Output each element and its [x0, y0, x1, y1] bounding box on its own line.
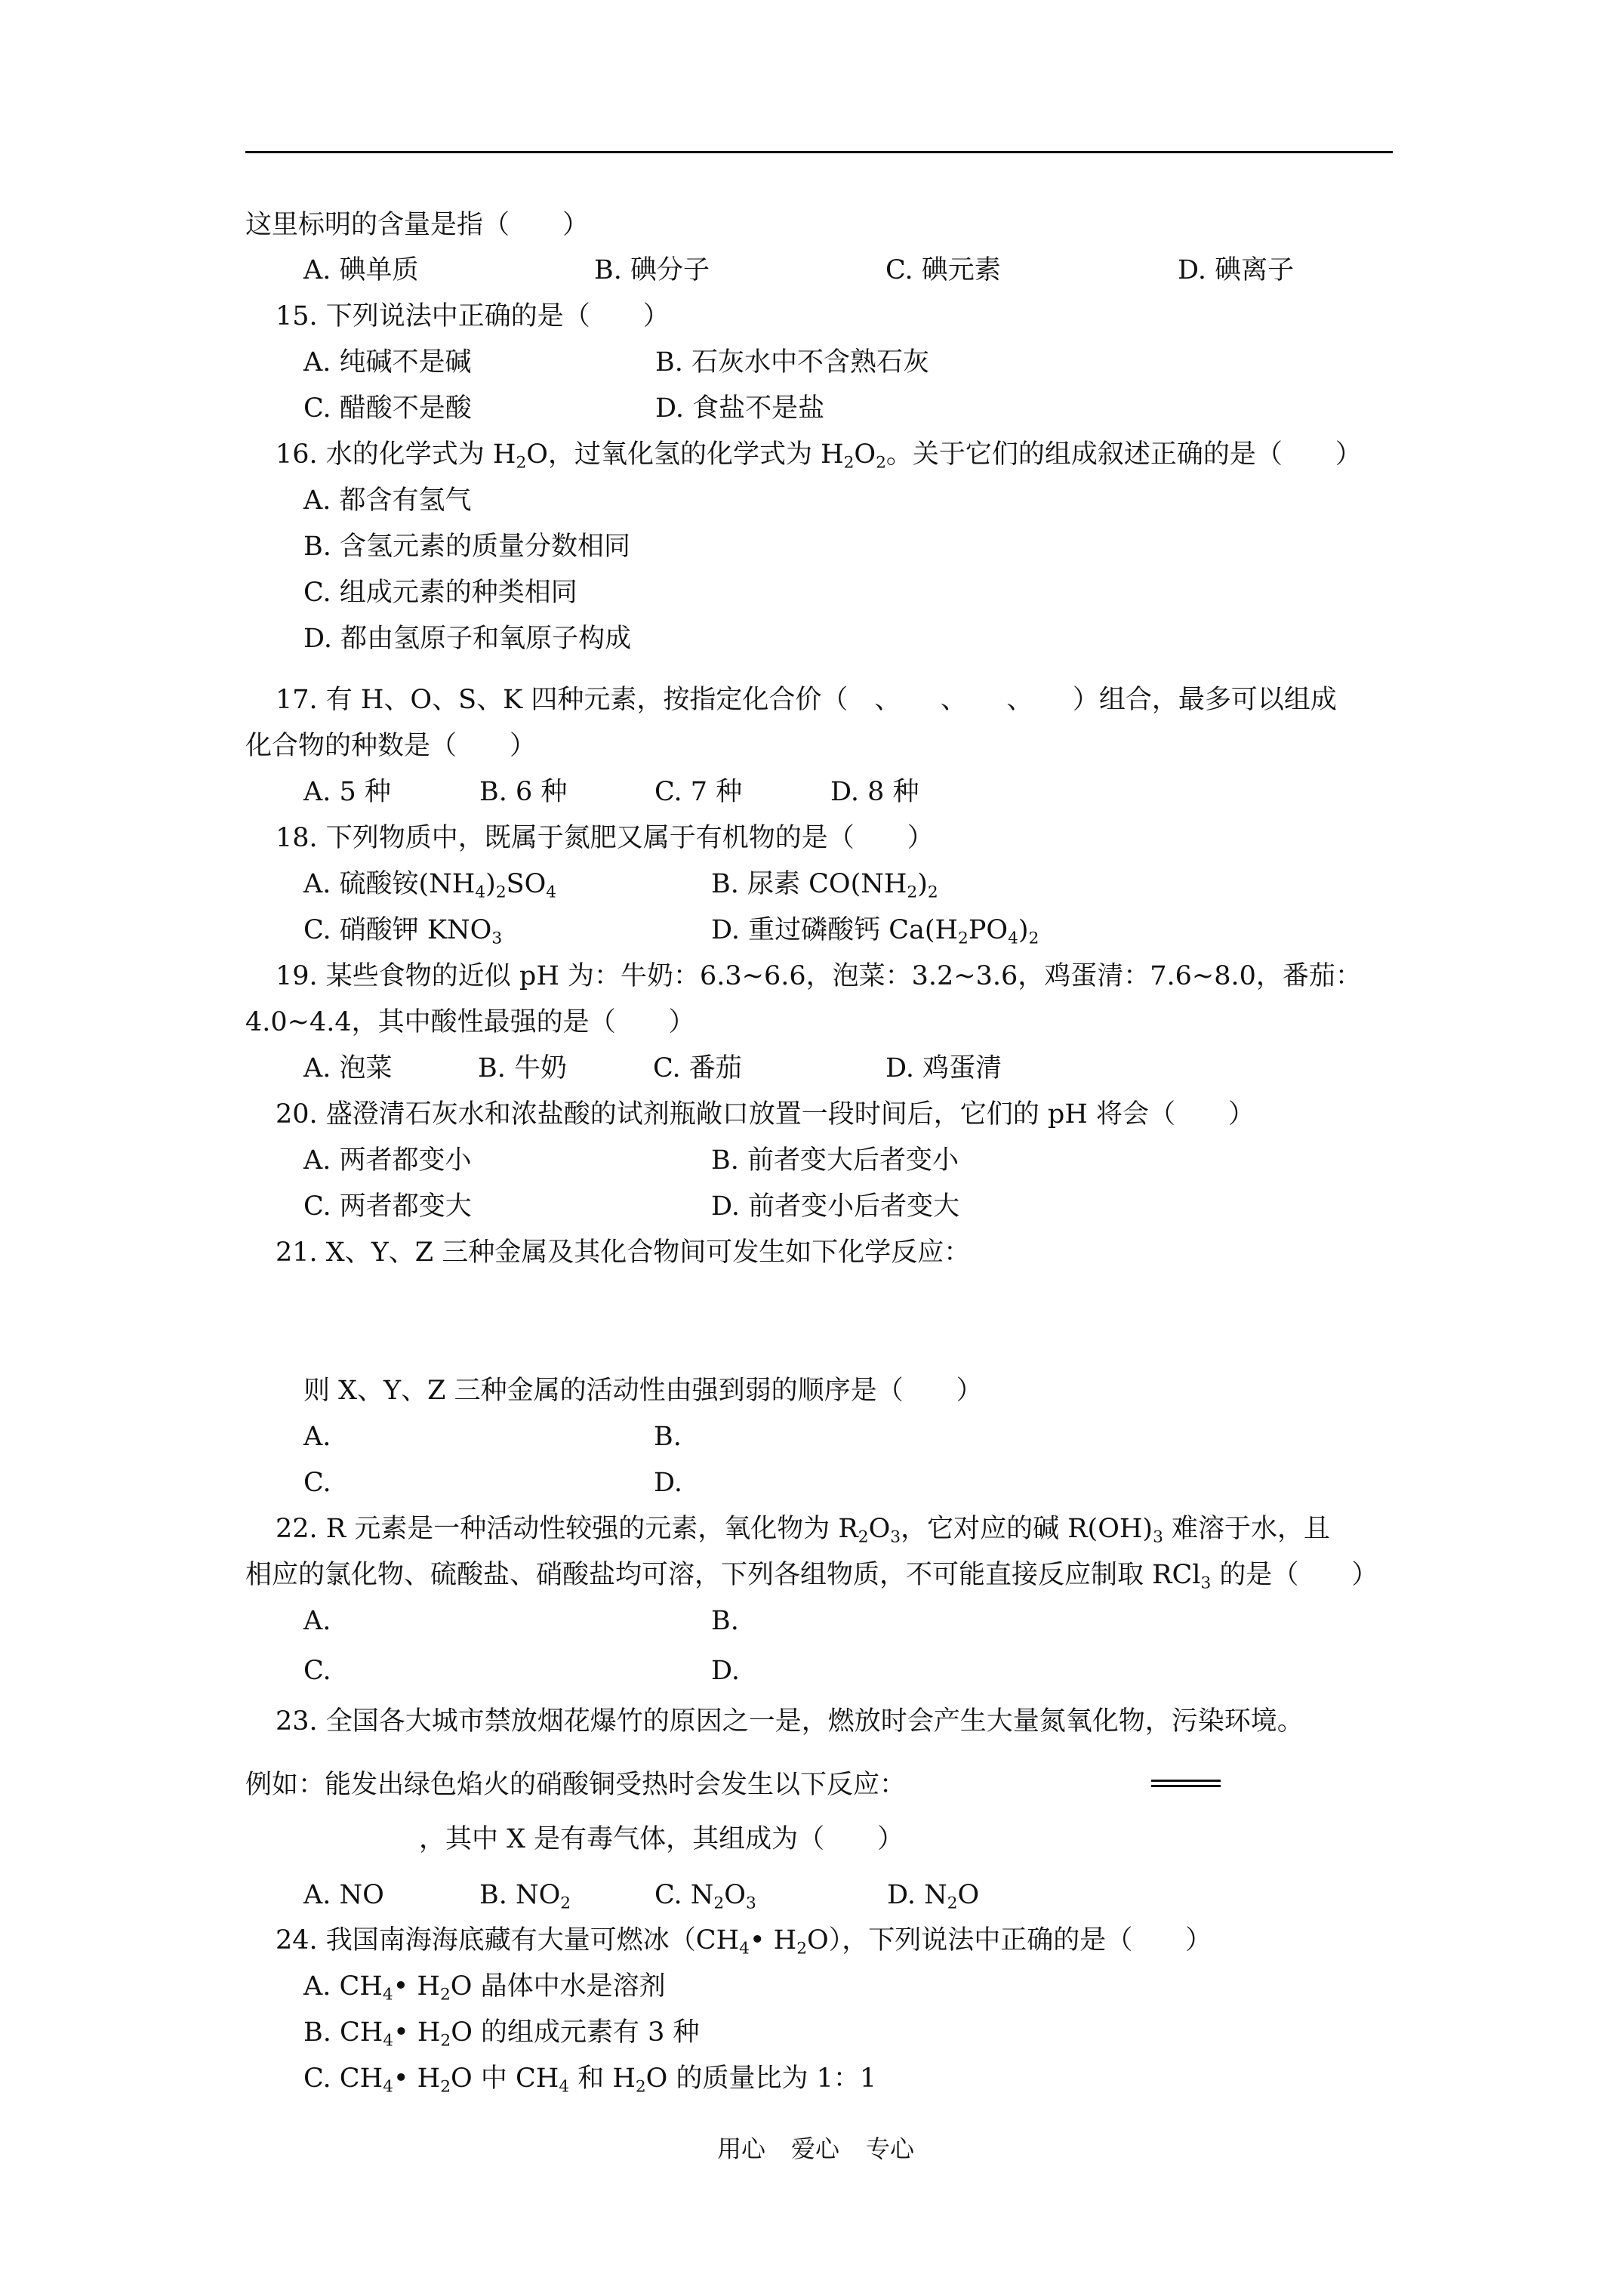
- q22-line2: 相应的氯化物、硫酸盐、硝酸盐均可溶，下列各组物质，不可能直接反应制取 RCl$_3$ 的是（ ）: [245, 1560, 1378, 1593]
- q19-option-a: A. 泡菜: [303, 1053, 393, 1083]
- q16-stem: 16. 水的化学式为 $H_2O$，过氧化氢的化学式为 $H_2O_2$。关于它们的组成叙述正确的是（ ）: [276, 439, 1362, 473]
- q23-option-a: A. NO: [303, 1880, 384, 1910]
- q19-option-b: B. 牛奶: [478, 1053, 567, 1083]
- q14-option-b: B. 碘分子: [594, 255, 710, 285]
- q14-option-d: D. 碘离子: [1178, 255, 1295, 285]
- q20-option-c: C. 两者都变大: [303, 1191, 472, 1222]
- q17-option-c: C. 7 种: [654, 777, 743, 807]
- q17-option-b: B. 6 种: [479, 777, 568, 807]
- q21-option-a: A.: [303, 1422, 331, 1452]
- q24-stem: 24. 我国南海海底藏有大量可燃冰（$CH_4•$ $H_2O$），下列说法中正确的是（ ）: [276, 1925, 1212, 1959]
- q23-option-c: C. $N_2O_3$: [654, 1880, 756, 1913]
- q21-stem: 21. X、Y、Z 三种金属及其化合物间可发生如下化学反应：: [276, 1237, 971, 1268]
- q24-option-a: A. $CH_4•$ $H_2O$ 晶体中水是溶剂: [303, 1971, 666, 2005]
- q22-option-a: A.: [303, 1606, 331, 1636]
- q16-option-d: D. 都由氢原子和氧原子构成: [303, 624, 632, 654]
- q20-option-a: A. 两者都变小: [303, 1145, 472, 1176]
- q15-option-a: A. 纯碱不是碱: [303, 347, 472, 378]
- q21-option-d: D.: [654, 1468, 682, 1498]
- q17-line1: 17. 有 H、O、S、K 四种元素，按指定化合价（ 、 、 、 ）组合，最多可以组成: [276, 685, 1337, 715]
- q15-option-d: D. 食盐不是盐: [655, 393, 825, 424]
- q20-stem: 20. 盛澄清石灰水和浓盐酸的试剂瓶敞口放置一段时间后，它们的 pH 将会（ ）: [276, 1099, 1255, 1130]
- q19-option-c: C. 番茄: [653, 1053, 742, 1083]
- q17-option-d: D. 8 种: [830, 777, 919, 807]
- q14-option-c: C. 碘元素: [885, 255, 1001, 285]
- q23-option-d: D. $N_2O$: [887, 1880, 980, 1913]
- q17-option-a: A. 5 种: [303, 777, 391, 807]
- q14-option-a: A. 碘单质: [303, 255, 419, 285]
- q19-line1: 19. 某些食物的近似 pH 为：牛奶：6.3~6.6，泡菜：3.2~3.6，鸡蛋清：7.6~8.0，番茄：: [276, 961, 1362, 991]
- q23-line2: 例如：能发出绿色焰火的硝酸铜受热时会发生以下反应：: [245, 1770, 907, 1800]
- header-rule: [245, 151, 1393, 153]
- q14-stem-tail: 这里标明的含量是指（ ）: [245, 210, 590, 240]
- footer-word-2: 爱心: [791, 2134, 840, 2163]
- q17-line2: 化合物的种数是（ ）: [245, 731, 537, 761]
- q18-option-c: C. 硝酸钾 $KNO_3$: [303, 915, 503, 948]
- q24-option-c: C. $CH_4•$ $H_2O$ 中 $CH_4$ 和 $H_2O$ 的质量比为 1：1: [303, 2063, 877, 2097]
- q15-stem: 15. 下列说法中正确的是（ ）: [276, 301, 670, 331]
- q18-stem: 18. 下列物质中，既属于氮肥又属于有机物的是（ ）: [276, 823, 934, 853]
- footer-word-3: 专心: [866, 2134, 915, 2163]
- q16-option-b: B. 含氢元素的质量分数相同: [303, 532, 630, 562]
- q22-option-c: C.: [303, 1656, 331, 1686]
- footer-word-1: 用心: [717, 2134, 766, 2163]
- q22-option-b: B.: [711, 1606, 739, 1636]
- q23-option-b: B. $NO_2$: [479, 1880, 571, 1913]
- q15-option-c: C. 醋酸不是酸: [303, 393, 472, 424]
- q22-line1: 22. R 元素是一种活动性较强的元素，氧化物为 $R_2O_3$，它对应的碱 $R(OH)_3$ 难溶于水，且: [276, 1514, 1331, 1547]
- q23-line1: 23. 全国各大城市禁放烟花爆竹的原因之一是，燃放时会产生大量氮氧化物，污染环境。: [276, 1706, 1304, 1737]
- q19-line2: 4.0~4.4，其中酸性最强的是（ ）: [245, 1007, 695, 1037]
- q20-option-b: B. 前者变大后者变小: [711, 1145, 959, 1176]
- q18-option-b: B. 尿素 $CO(NH_2)_2$: [711, 869, 938, 902]
- equals-sign: [1151, 1780, 1221, 1787]
- q21-option-b: B.: [654, 1422, 682, 1452]
- q20-option-d: D. 前者变小后者变大: [711, 1191, 960, 1222]
- q22-option-d: D.: [711, 1656, 740, 1686]
- q16-option-c: C. 组成元素的种类相同: [303, 578, 577, 608]
- q24-option-b: B. $CH_4•$ $H_2O$ 的组成元素有 3 种: [303, 2017, 700, 2051]
- q21-line2: 则 X、Y、Z 三种金属的活动性由强到弱的顺序是（ ）: [303, 1376, 983, 1406]
- q19-option-d: D. 鸡蛋清: [885, 1053, 1002, 1083]
- q18-option-d: D. 重过磷酸钙 $Ca(H_2PO_4)_2$: [711, 915, 1039, 948]
- q15-option-b: B. 石灰水中不含熟石灰: [655, 347, 929, 378]
- q16-option-a: A. 都含有氢气: [303, 485, 472, 516]
- q21-option-c: C.: [303, 1468, 331, 1498]
- q23-line3: ，其中 X 是有毒气体，其组成为（ ）: [419, 1824, 904, 1854]
- q18-option-a: A. 硫酸铵$(NH_4)_2SO_4$: [303, 869, 557, 902]
